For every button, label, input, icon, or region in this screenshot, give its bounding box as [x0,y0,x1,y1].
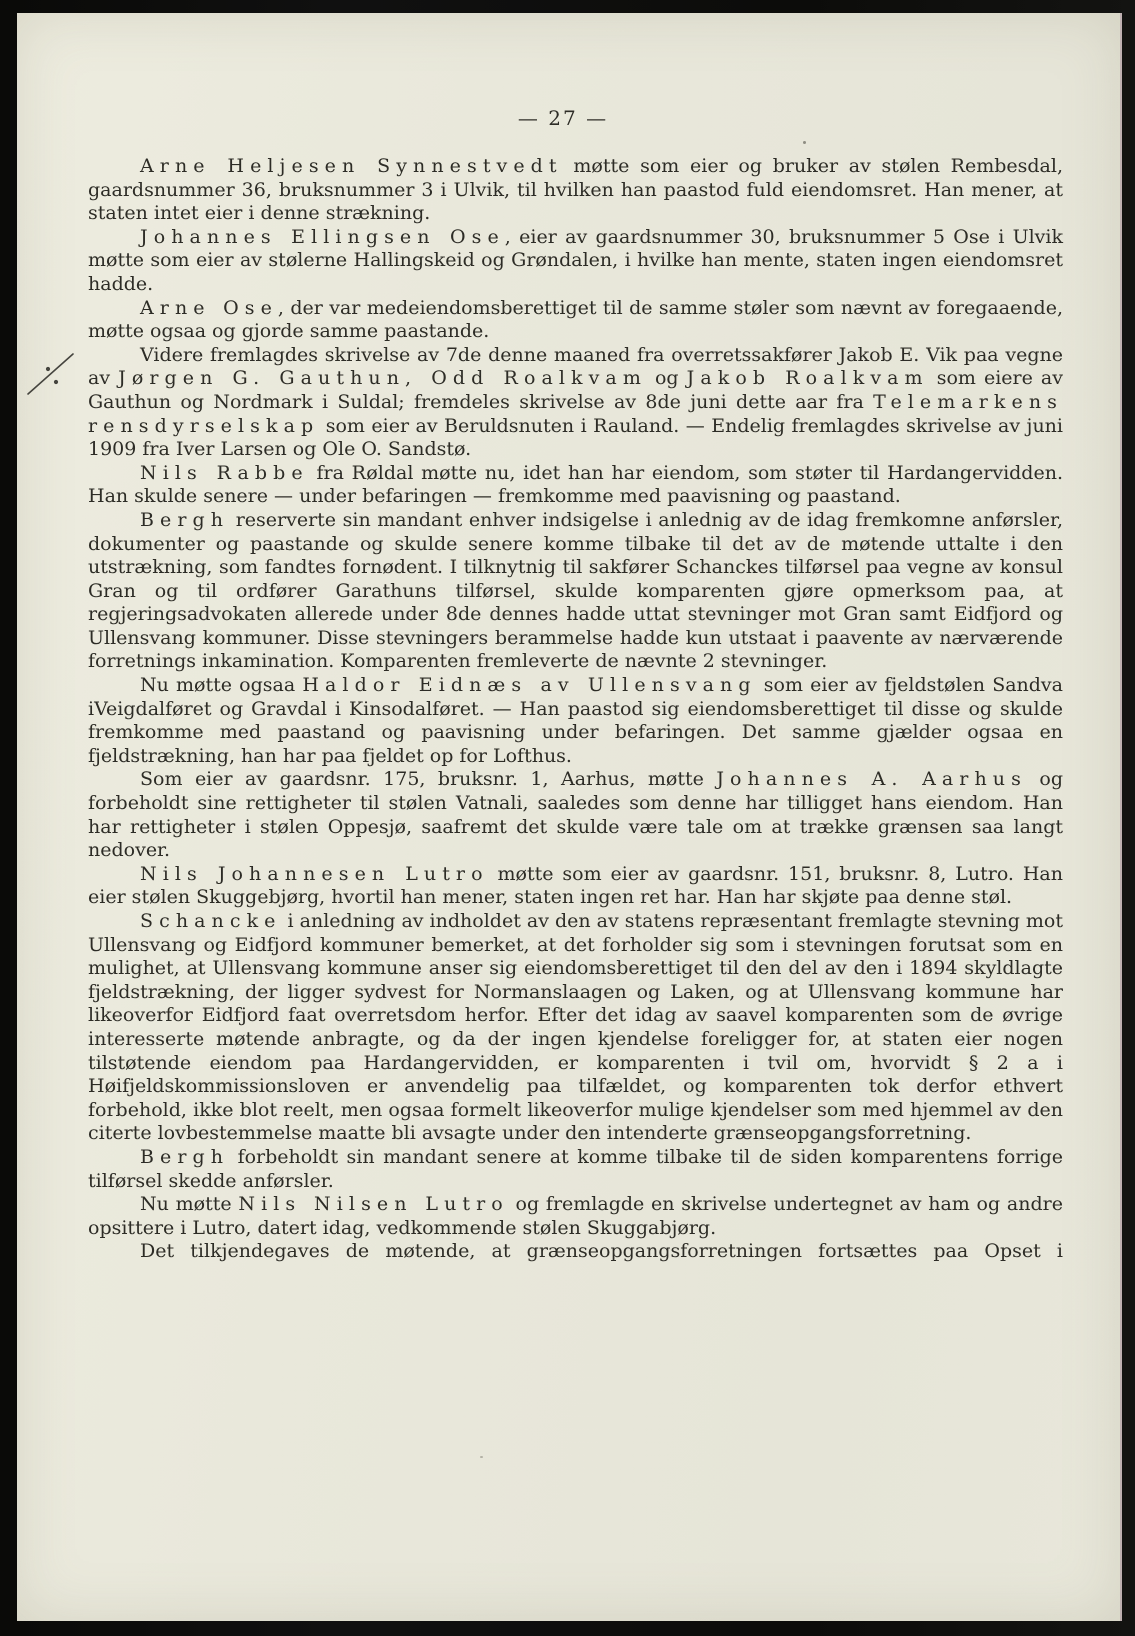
text-segment: møtte som eier av gaardsnr. 151, bruksnr. 8, Lutro. Han eier stølen Skuggebjørg, hvortil han mener, staten ingen ret har. Han har skjøte paa denne støl. [88,862,1064,909]
text-segment: fra Røldal møtte nu, idet han har eiendom, som støter til Hardangervidden. Han skulde senere — under befaringen — fremkomme med paavisning og paastand. [88,461,1063,508]
paragraph [88,297,1063,344]
letterspaced-name: Johannes A. Aarhus [716,768,1027,791]
text-segment: , der var medeiendomsberettiget til de samme støler som nævnt av foregaaende, møtte ogsaa og gjorde samme paastande. [88,296,1063,343]
scan-speck [803,141,806,144]
paragraph [88,910,1063,1146]
letterspaced-name: Jørgen G. Gauthun, Odd Roalkvam [118,367,647,390]
text-segment: som eiere av Gauthun og Nordmark i Suldal; fremdeles skrivelse av 8de juni dette aar fra [88,367,1063,413]
paragraph [88,509,1063,674]
letterspaced-name: Nils Nilsen Lutro [238,1193,509,1216]
text-segment: Som eier av gaardsnr. 175, bruksnr. 1, Aarhus, møtte [140,768,717,791]
scan-speck [480,1456,483,1458]
text-segment: i anledning av indholdet av den av statens repræsentant fremlagte stevning mot Ullensvang og Eidfjord kommuner bemerket, at det forholder sig som i stevningen forutsat som en mulighet, at Ullensvang kommune anser sig eiendomsberettiget til den del av den i 1894 skyldlagte fjeldstrækning, der ligger sydvest for Normanslaagen og Laken, og at Ullensvang kommune har likeoverfor Eidfjord faat overretsdom herfor. Efter det idag av saavel komparenten som de øvrige interesserte møtende anbragte, og da der ingen kjendelse foreligger for, at staten eier nogen tilstøtende eiendom paa Hardangervidden, er komparenten i tvil om, hvorvidt § 2 a i Høifjeldskommissionsloven er anvendelig paa tilfældet, og komparenten tok derfor ethvert forbehold, ikke blot reelt, men ogsaa formelt likeoverfor mulige kjendelser som med hjemmel av den citerte lovbestemmelse maatte bli avsagte under den intenderte grænseopgangsforretning. [88,910,1063,1145]
text-segment: møtte som eier og bruker av stølen Rembesdal, gaardsnummer 36, bruksnummer 3 i Ulvik, til hvilken han paastod fuld eiendomsret. Han mener, at staten intet eier i denne strækning. [88,155,1064,225]
handwritten-margin-mark [22,345,82,407]
paragraph [88,1193,1063,1240]
text-segment: og forbeholdt sine rettigheter til stølen Vatnali, saaledes som denne har tilligget hans eiendom. Han har rettigheter i stølen Oppesjø, saafremt det skulde være tale om at trække grænsen saa langt nedover. [88,768,1063,862]
letterspaced-name: Arne Ose [140,296,278,319]
text-segment: forbeholdt sin mandant senere at komme tilbake til de siden komparentens forrige tilførsel skedde anførsler. [88,1145,1063,1192]
page-number: — 27 — [517,106,609,130]
text-segment: reserverte sin mandant enhver indsigelse i anlednig av de idag fremkomne anførsler, dokumenter og paastande og skulde senere komme tilbake til det av de møtende uttalte i den utstrækning, som fandtes fornødent. I tilknytnig til sakfører Schanckes tilførsel paa vegne av konsul Gran og til ordfører Garathuns tilførsel, skulde komparenten gjøre opmerksom paa, at regjeringsadvokaten allerede under 8de dennes hadde uttat stevninger mot Gran samt Eidfjord og Ullensvang kommuner. Disse stevningers berammelse hadde kun utstaat i paavente av nærværende forretnings inkamination. Komparenten fremleverte de nævnte 2 stevninger. [88,508,1063,673]
paragraph [88,674,1063,768]
text-segment: og [646,367,687,390]
paragraph [88,155,1063,226]
letterspaced-name: Bergh [140,508,230,531]
text-segment: som eier av fjeldstølen Sandva iVeigdalføret og Gravdal i Kinsodalføret. — Han paastod sig eiendomsberettiget til disse og skulde fremkomme med paastand og paavisning under befaringen. Det samme gjælder ogsaa en fjeldstrækning, han har paa fjeldet op for Lofthus. [88,674,1063,767]
letterspaced-name: Johannes Ellingsen Ose [140,225,505,248]
letterspaced-name: Arne Heljesen Synnestvedt [140,155,563,177]
text-segment: som eier av Beruldsnuten i Rauland. — Endelig fremlagdes skrivelse av juni 1909 fra Iver Larsen og Ole O. Sandstø. [88,414,1063,461]
document-page [17,13,1122,1621]
letterspaced-name: Telemarkens rensdyrselskap [88,390,1063,437]
paragraph [88,768,1063,862]
document-text [88,155,1063,1264]
paragraph [88,863,1063,910]
text-segment: Nu møtte [140,1193,239,1216]
paragraph [88,226,1063,297]
text-segment: Videre fremlagdes skrivelse av 7de denne maaned fra overretssakfører Jakob E. Vik paa vegne av [88,343,1063,390]
letterspaced-name: Jakob Roalkvam [686,367,929,390]
paragraph [88,1146,1063,1193]
letterspaced-name: Bergh [140,1145,230,1168]
text-segment: , eier av gaardsnummer 30, bruksnummer 5 Ose i Ulvik møtte som eier av stølerne Hallingskeid og Grøndalen, i hvilke han mente, staten ingen eiendomsret hadde. [88,225,1063,295]
paragraph [88,1240,1063,1264]
letterspaced-name: Nils Rabbe [140,461,309,484]
text-segment: Nu møtte ogsaa [140,674,303,697]
letterspaced-name: Schancke [140,910,282,932]
paragraph [88,344,1063,462]
paragraph [88,462,1063,509]
letterspaced-name: Nils Johannesen Lutro [140,862,489,885]
text-segment: og fremlagde en skrivelse undertegnet av ham og andre opsittere i Lutro, datert idag, vedkommende stølen Skuggabjørg. [88,1193,1063,1239]
letterspaced-name: Haldor Eidnæs av Ullensvang [302,674,757,697]
text-segment: Det tilkjendegaves de møtende, at grænseopgangsforretningen fortsættes paa Opset i [140,1240,1063,1263]
